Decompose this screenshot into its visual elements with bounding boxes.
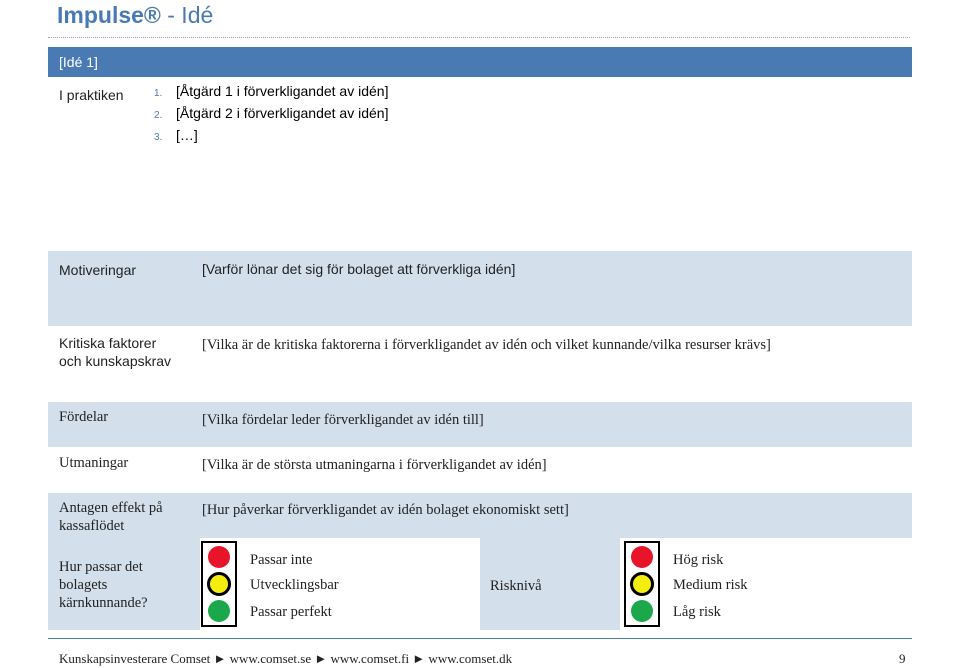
footer-text: Kunskapsinvesterare Comset ► www.comset.se ► www.comset.fi ► www.comset.dk: [59, 651, 513, 666]
fordelar-text: [Vilka fördelar leder förverkligandet av idén till]: [202, 412, 484, 428]
list-item: 1. [Åtgärd 1 i förverkligandet av idén]: [154, 83, 389, 99]
yellow-light-icon: [207, 572, 231, 596]
kritiska-row: [48, 326, 912, 402]
action-list: [154, 80, 388, 146]
brand-name: Impulse®: [57, 2, 161, 28]
utmaningar-label: Utmaningar: [59, 455, 129, 471]
page-number: 9: [899, 651, 906, 666]
title-suffix: - Idé: [160, 2, 214, 28]
kritiska-label: Kritiska faktorer och kunskapskrav: [59, 335, 172, 369]
page-title: [57, 0, 213, 30]
fit-traffic-light-icon: [201, 541, 237, 627]
risk-level-2: Medium risk: [673, 577, 748, 593]
red-light-icon: [208, 546, 230, 568]
title-divider: [48, 37, 910, 38]
risk-label: Risknivå: [490, 578, 542, 594]
motiveringar-row: [48, 251, 912, 326]
utmaningar-row: [48, 447, 912, 493]
footer-divider: [48, 638, 912, 639]
effekt-row: [48, 493, 912, 538]
karn-label: Hur passar det bolagets kärnkunnande?: [59, 559, 148, 611]
effekt-label: Antagen effekt på kassaflödet: [59, 500, 163, 534]
fit-level-2: Utvecklingsbar: [250, 577, 339, 593]
risk-traffic-light-icon: [624, 541, 660, 627]
fordelar-row: [48, 402, 912, 447]
fit-level-1: Passar inte: [250, 552, 313, 568]
risk-panel: [620, 538, 912, 630]
green-light-icon: [631, 600, 653, 622]
utmaningar-text: [Vilka är de största utmaningarna i förverkligandet av idén]: [202, 457, 547, 473]
green-light-icon: [208, 600, 230, 622]
yellow-light-icon: [630, 572, 654, 596]
fit-level-3: Passar perfekt: [250, 604, 332, 620]
red-light-icon: [631, 546, 653, 568]
idea-header: [Idé 1]: [48, 47, 912, 77]
fit-panel: [200, 538, 480, 630]
risk-level-1: Hög risk: [673, 552, 724, 568]
list-item: 3. […]: [154, 127, 198, 143]
motiveringar-text: [Varför lönar det sig för bolaget att förverkliga idén]: [202, 261, 516, 277]
list-item: 2. [Åtgärd 2 i förverkligandet av idén]: [154, 105, 389, 121]
fordelar-label: Fördelar: [59, 409, 109, 425]
motiveringar-label: Motiveringar: [59, 262, 137, 278]
effekt-text: [Hur påverkar förverkligandet av idén bolaget ekonomiskt sett]: [202, 502, 569, 518]
praktiken-label: I praktiken: [59, 87, 124, 103]
risk-level-3: Låg risk: [673, 604, 721, 620]
kritiska-text: [Vilka är de kritiska faktorerna i förverkligandet av idén och vilket kunnande/vilka resurser krävs]: [202, 337, 771, 353]
